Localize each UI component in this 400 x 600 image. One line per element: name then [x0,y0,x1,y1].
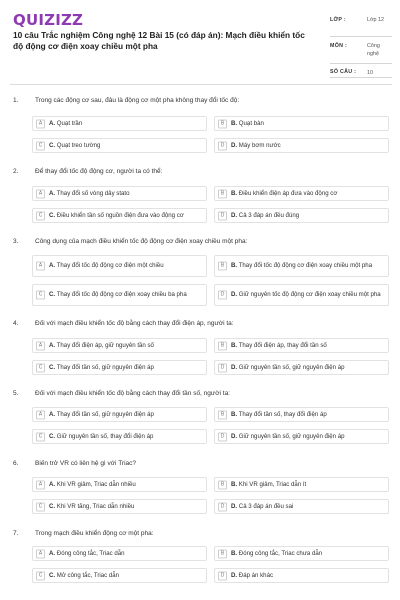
meta-value: 10 [367,70,373,76]
question-number: 6. [13,460,19,467]
option-text: A. Quạt trần [49,119,83,127]
option-text: A. Thay đổi tần số, giữ nguyên điện áp [49,410,154,418]
worksheet-header [0,0,400,84]
option-letter: B [218,480,227,489]
option-letter: D [218,211,227,220]
option-letter: C [36,571,45,580]
question-7-option-c[interactable] [32,568,207,583]
option-text: C. Mở công tắc, Triac dẫn [49,571,120,579]
question-text: Đối với mạch điều khiển tốc độ bằng cách thay đổi tần số, người ta: [35,390,230,397]
option-letter: C [36,211,45,220]
question-5-option-c[interactable] [32,429,207,444]
option-letter: B [218,549,227,558]
worksheet-title: 10 câu Trắc nghiệm Công nghệ 12 Bài 15 (có đáp án): Mạch điều khiển tốc độ động cơ điện xoay chiều một pha [13,30,305,51]
option-text: D. Máy bơm nước [231,141,281,149]
option-text: A. Thay đổi số vòng dây stato [49,189,130,197]
question-4-option-a[interactable] [32,338,207,353]
meta-divider [330,77,392,78]
question-number: 4. [13,320,19,327]
meta-divider [330,63,392,64]
option-text: D. Đáp án khác [231,571,274,579]
option-text: B. Thay đổi điện áp, thay đổi tần số [231,341,327,349]
question-text: Để thay đổi tốc độ động cơ, người ta có thể: [35,168,163,175]
option-letter: C [36,432,45,441]
option-text: A. Thay đổi tốc độ động cơ điện một chiều [49,262,164,269]
question-1-option-c[interactable] [32,138,207,153]
question-7-option-d[interactable] [214,568,389,583]
option-letter: A [36,119,45,128]
option-letter: D [218,363,227,372]
option-letter: A [36,341,45,350]
question-1-option-a[interactable] [32,116,207,131]
question-2-option-b[interactable] [214,186,389,201]
question-number: 1. [13,97,19,104]
option-text: B. Thay đổi tốc độ động cơ điện xoay chiều một pha [231,262,373,269]
option-letter: D [218,141,227,150]
worksheet-meta [330,13,392,80]
meta-label: SỐ CÂU : [330,69,357,75]
option-letter: B [218,262,227,271]
question-text: Biến trở VR có liên hệ gì với Triac? [35,460,137,467]
option-text: A. Khi VR giảm, Triac dẫn nhiều [49,480,136,488]
option-text: B. Thay đổi tần số, thay đổi điện áp [231,410,327,418]
option-letter: C [36,291,45,300]
option-text: B. Điều khiển điện áp đưa vào động cơ [231,189,338,197]
meta-label: MÔN : [330,43,348,49]
question-3-option-a[interactable] [32,255,207,277]
question-2-option-d[interactable] [214,208,389,223]
option-letter: A [36,480,45,489]
option-text: A. Đóng công tắc, Triac dẫn [49,549,125,557]
question-6-option-a[interactable] [32,477,207,492]
option-letter: B [218,341,227,350]
question-5-option-a[interactable] [32,407,207,422]
option-letter: A [36,262,45,271]
option-text: D. Giữ nguyên tần số, giữ nguyên điện áp [231,363,345,371]
question-6-option-b[interactable] [214,477,389,492]
question-7-option-b[interactable] [214,546,389,561]
question-text: Trong các động cơ sau, đâu là động cơ một pha không thay đổi tốc độ: [35,97,240,104]
option-letter: A [36,410,45,419]
option-letter: B [218,410,227,419]
question-6-option-d[interactable] [214,499,389,514]
option-text: C. Quạt treo tường [49,141,101,149]
meta-value: Lớp 12 [367,17,385,23]
meta-divider [330,36,392,37]
question-1-option-b[interactable] [214,116,389,131]
question-4-option-c[interactable] [32,360,207,375]
question-text: Đối với mạch điều khiển tốc độ bằng cách thay đổi điện áp, người ta: [35,320,234,327]
option-letter: D [218,432,227,441]
question-3-option-c[interactable] [32,284,207,306]
option-text: C. Thay đổi tốc độ động cơ điện xoay chiều ba pha [49,291,187,298]
option-text: D. Cả 3 đáp án đều đúng [231,211,300,219]
question-3-option-b[interactable] [214,255,389,277]
question-text: Trong mạch điều khiển động cơ một pha: [35,530,154,537]
question-number: 7. [13,530,19,537]
option-letter: A [36,189,45,198]
question-1-option-d[interactable] [214,138,389,153]
option-letter: D [218,502,227,511]
option-letter: D [218,291,227,300]
question-2-option-c[interactable] [32,208,207,223]
quizizz-logo: QUIZIZZ [13,11,84,29]
question-text: Công dụng của mạch điều khiển tốc độ động cơ điện xoay chiều một pha: [35,238,248,245]
question-5-option-d[interactable] [214,429,389,444]
header-divider [10,84,392,85]
question-7-option-a[interactable] [32,546,207,561]
option-letter: C [36,363,45,372]
question-4-option-d[interactable] [214,360,389,375]
option-text: C. Khi VR tăng, Triac dẫn nhiều [49,502,135,510]
question-6-option-c[interactable] [32,499,207,514]
meta-label: LỚP : [330,17,346,23]
option-letter: C [36,502,45,511]
option-text: C. Thay đổi tần số, giữ nguyên điện áp [49,363,154,371]
meta-value: Công nghệ [367,43,380,57]
option-letter: B [218,189,227,198]
option-text: B. Khi VR giảm, Triac dẫn ít [231,480,307,488]
option-letter: D [218,571,227,580]
question-4-option-b[interactable] [214,338,389,353]
option-text: C. Giữ nguyên tần số, thay đổi điện áp [49,432,154,440]
option-text: D. Giữ nguyên tốc độ động cơ điện xoay chiều một pha [231,291,381,298]
question-5-option-b[interactable] [214,407,389,422]
question-2-option-a[interactable] [32,186,207,201]
option-text: D. Cả 3 đáp án đều sai [231,502,294,510]
option-text: A. Thay đổi điện áp, giữ nguyên tần số [49,341,154,349]
option-text: B. Đóng công tắc, Triac chưa dẫn [231,549,323,557]
question-number: 2. [13,168,19,175]
option-text: B. Quạt bàn [231,119,264,127]
question-number: 5. [13,390,19,397]
option-text: C. Điều khiển tần số nguồn điện đưa vào động cơ [49,211,184,219]
meta-subject [330,39,392,66]
question-number: 3. [13,238,19,245]
option-letter: A [36,549,45,558]
question-3-option-d[interactable] [214,284,389,306]
option-letter: C [36,141,45,150]
option-text: D. Giữ nguyên tần số, giữ nguyên điện áp [231,432,345,440]
option-letter: B [218,119,227,128]
